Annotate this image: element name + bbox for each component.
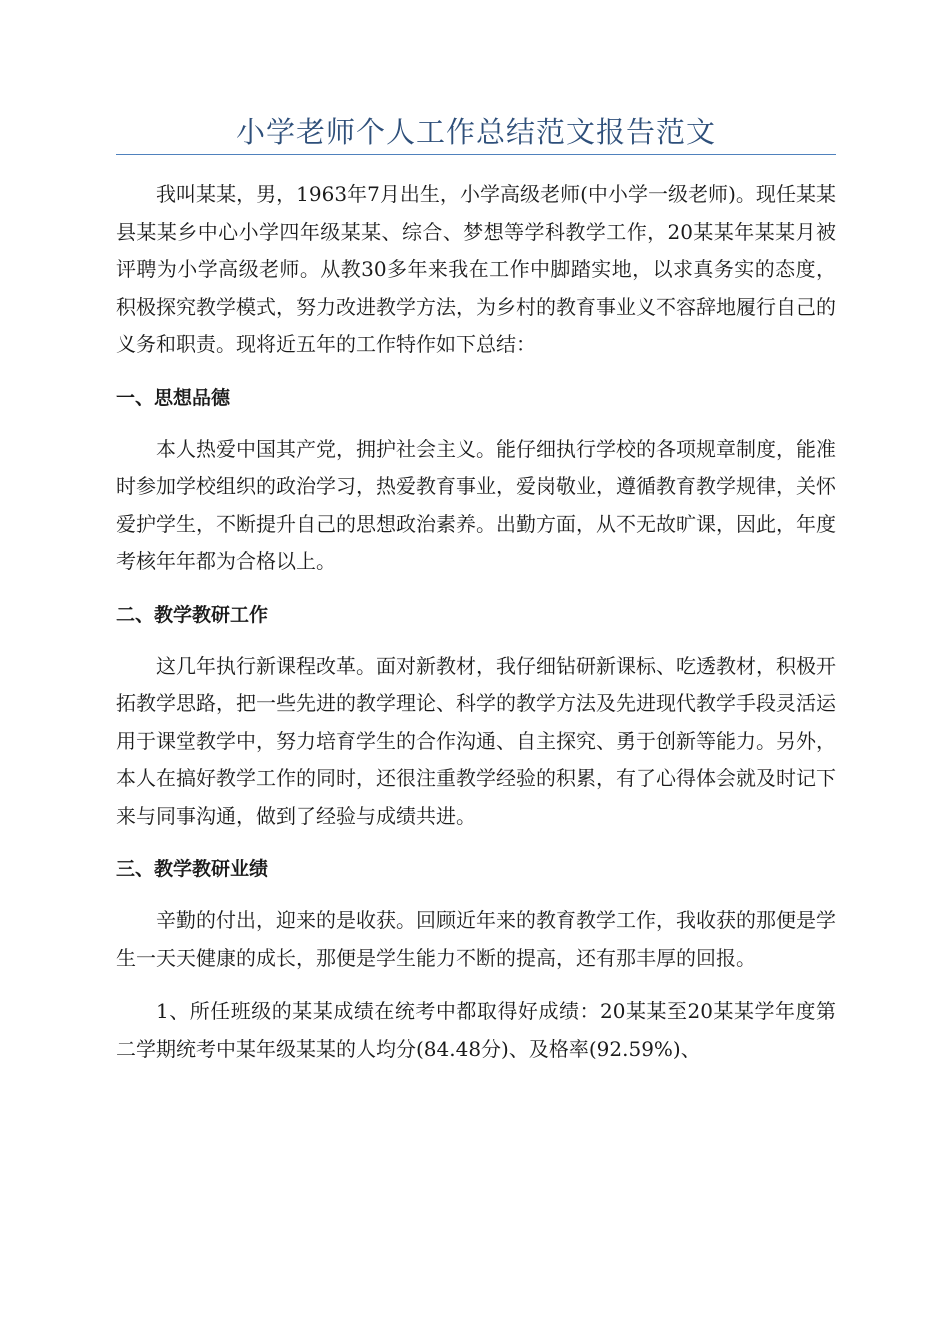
section-paragraph: 这几年执行新课程改革。面对新教材，我仔细钻研新课标、吃透教材，积极开拓教学思路，把一些先进的教学理论、科学的教学方法及先进现代教学手段灵活运用于课堂教学中，努力培育学生的合作沟通、自主探究、勇于创新等能力。另外，本人在搞好教学工作的同时，还很注重教学经验的积累，有了心得体会就及时记下来与同事沟通，做到了经验与成绩共进。 — [116, 653, 836, 828]
section-paragraph: 本人热爱中国其产党，拥护社会主义。能仔细执行学校的各项规章制度，能准时参加学校组织的政治学习，热爱教育事业，爱岗敬业，遵循教育教学规律，关怀爱护学生，不断提升自己的思想政治素养。出勤方面，从不无故旷课，因此，年度考核年年都为合格以上。 — [116, 436, 836, 573]
document-body — [116, 176, 836, 1068]
section-heading-teaching-research: 二、教学教研工作 — [116, 603, 269, 626]
section-paragraph: 辛勤的付出，迎来的是收获。回顾近年来的教育教学工作，我收获的那便是学生一天天健康的成长，那便是学生能力不断的提高，还有那丰厚的回报。 — [116, 908, 836, 970]
section-heading-achievements: 三、教学教研业绩 — [116, 858, 269, 880]
title-underline — [116, 154, 836, 155]
section-paragraph: 1、所任班级的某某成绩在统考中都取得好成绩：20某某至20某某学年度第二学期统考中某年级某某的人均分(84.48分)、及格率(92.59%)、 — [116, 999, 836, 1061]
document-title: 小学老师个人工作总结范文报告范文 — [235, 115, 716, 149]
section-heading-ideology: 一、思想品德 — [116, 386, 231, 409]
intro-paragraph: 我叫某某，男，1963年7月出生，小学高级老师(中小学一级老师)。现任某某县某某乡中心小学四年级某某、综合、梦想等学科教学工作，20某某年某某月被评聘为小学高级老师。从教30多年来我在工作中脚踏实地，以求真务实的态度，积极探究教学模式，努力改进教学方法，为乡村的教育事业义不容辞地履行自己的义务和职责。现将近五年的工作特作如下总结： — [116, 182, 836, 356]
